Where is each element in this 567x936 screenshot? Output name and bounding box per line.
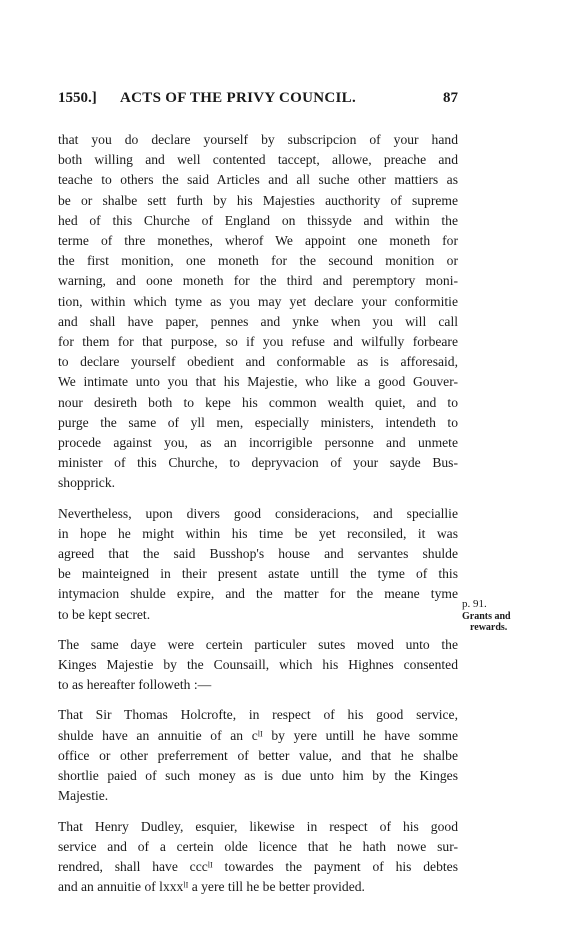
text-line: warning, and oone moneth for the third and peremptory moni- — [58, 273, 458, 289]
text-line: We intimate unto you that his Majestie, who like a good Gouver- — [58, 374, 458, 390]
text-line: Majestie. — [58, 788, 109, 804]
header-year: 1550.] — [58, 90, 97, 106]
text-line: That Henry Dudley, esquier, likewise in respect of his good — [58, 818, 458, 834]
text-line: shopprick. — [58, 475, 116, 491]
page-number: 87 — [443, 90, 458, 106]
text-line: tion, within which tyme as you may yet declare your conformitie — [58, 293, 458, 309]
body-text — [58, 130, 458, 907]
text-line: for them for that purpose, so if you refuse and wilfully forbeare — [58, 334, 458, 350]
margin-note — [462, 611, 522, 633]
text-line: terme of thre monethes, wherof We appoint one moneth for — [58, 233, 458, 249]
text-line: minister of this Churche, to depryvacion of your sayde Bus- — [58, 455, 458, 471]
text-line: shortlie paied of such money as is due unto him by the Kinges — [58, 768, 458, 784]
text-line: agreed that the said Busshop's house and servantes shulde — [58, 546, 458, 562]
text-line: that you do declare yourself by subscripcion of your hand — [58, 132, 458, 147]
paragraph-3 — [58, 635, 458, 696]
paragraph-1 — [58, 130, 458, 494]
text-line: office or other preferrement of better value, and that he shalbe — [58, 747, 458, 763]
text-line: Nevertheless, upon divers good consideracions, and speciallie — [58, 505, 458, 521]
running-header — [58, 90, 458, 110]
text-line: hed of this Churche of England on thissyde and within the — [58, 212, 458, 228]
text-line: service and of a certein olde licence that he hath nowe sur- — [58, 838, 458, 854]
text-line: Kinges Majestie by the Counsaill, which his Highnes consented — [58, 657, 458, 673]
text-line: intymacion shulde expire, and the matter for the meane tyme — [58, 586, 458, 602]
text-line: to as hereafter followeth :— — [58, 677, 212, 693]
margin-page-reference: p. 91. — [462, 598, 487, 610]
text-line: purge the same of yll men, especially ministers, intendeth to — [58, 414, 458, 430]
text-line: be mainteigned in their present astate untill the tyme of this — [58, 566, 458, 582]
text-line: That Sir Thomas Holcrofte, in respect of his good service, — [58, 707, 458, 723]
text-line: procede against you, as an incorrigible personne and unmete — [58, 435, 458, 451]
text-line: to declare yourself obedient and conformable as is afforesaid, — [58, 354, 458, 370]
text-line: the first monition, one moneth for the secound monition or — [58, 253, 458, 269]
text-line: in hope he might within his time be yet reconsiled, it was — [58, 525, 458, 541]
text-line: and shall have paper, pennes and ynke when you will call — [58, 313, 458, 329]
margin-note-line: rewards. — [470, 622, 508, 633]
margin-note-line: Grants and — [462, 611, 511, 622]
text-line: and an annuitie of lxxxˡᴵ a yere till he be better provided. — [58, 879, 365, 895]
header-title: ACTS OF THE PRIVY COUNCIL. — [120, 90, 357, 106]
text-line: both willing and well contented taccept, allowe, preache and — [58, 152, 458, 168]
paragraph-2 — [58, 504, 458, 625]
paragraph-5 — [58, 817, 458, 898]
text-line: be or shalbe sett furth by his Majesties aucthority of supreme — [58, 192, 458, 208]
text-line: The same daye were certein particuler sutes moved unto the — [58, 636, 458, 652]
text-line: shulde have an annuitie of an cˡᴵ by yere untill he have somme — [58, 727, 458, 743]
text-line: nour desireth both to kepe his common wealth quiet, and to — [58, 394, 458, 410]
text-line: teache to others the said Articles and all suche other mattiers as — [58, 172, 458, 188]
paragraph-4 — [58, 705, 458, 806]
text-line: rendred, shall have cccˡᴵ towardes the payment of his debtes — [58, 858, 458, 874]
text-line: to be kept secret. — [58, 606, 151, 622]
